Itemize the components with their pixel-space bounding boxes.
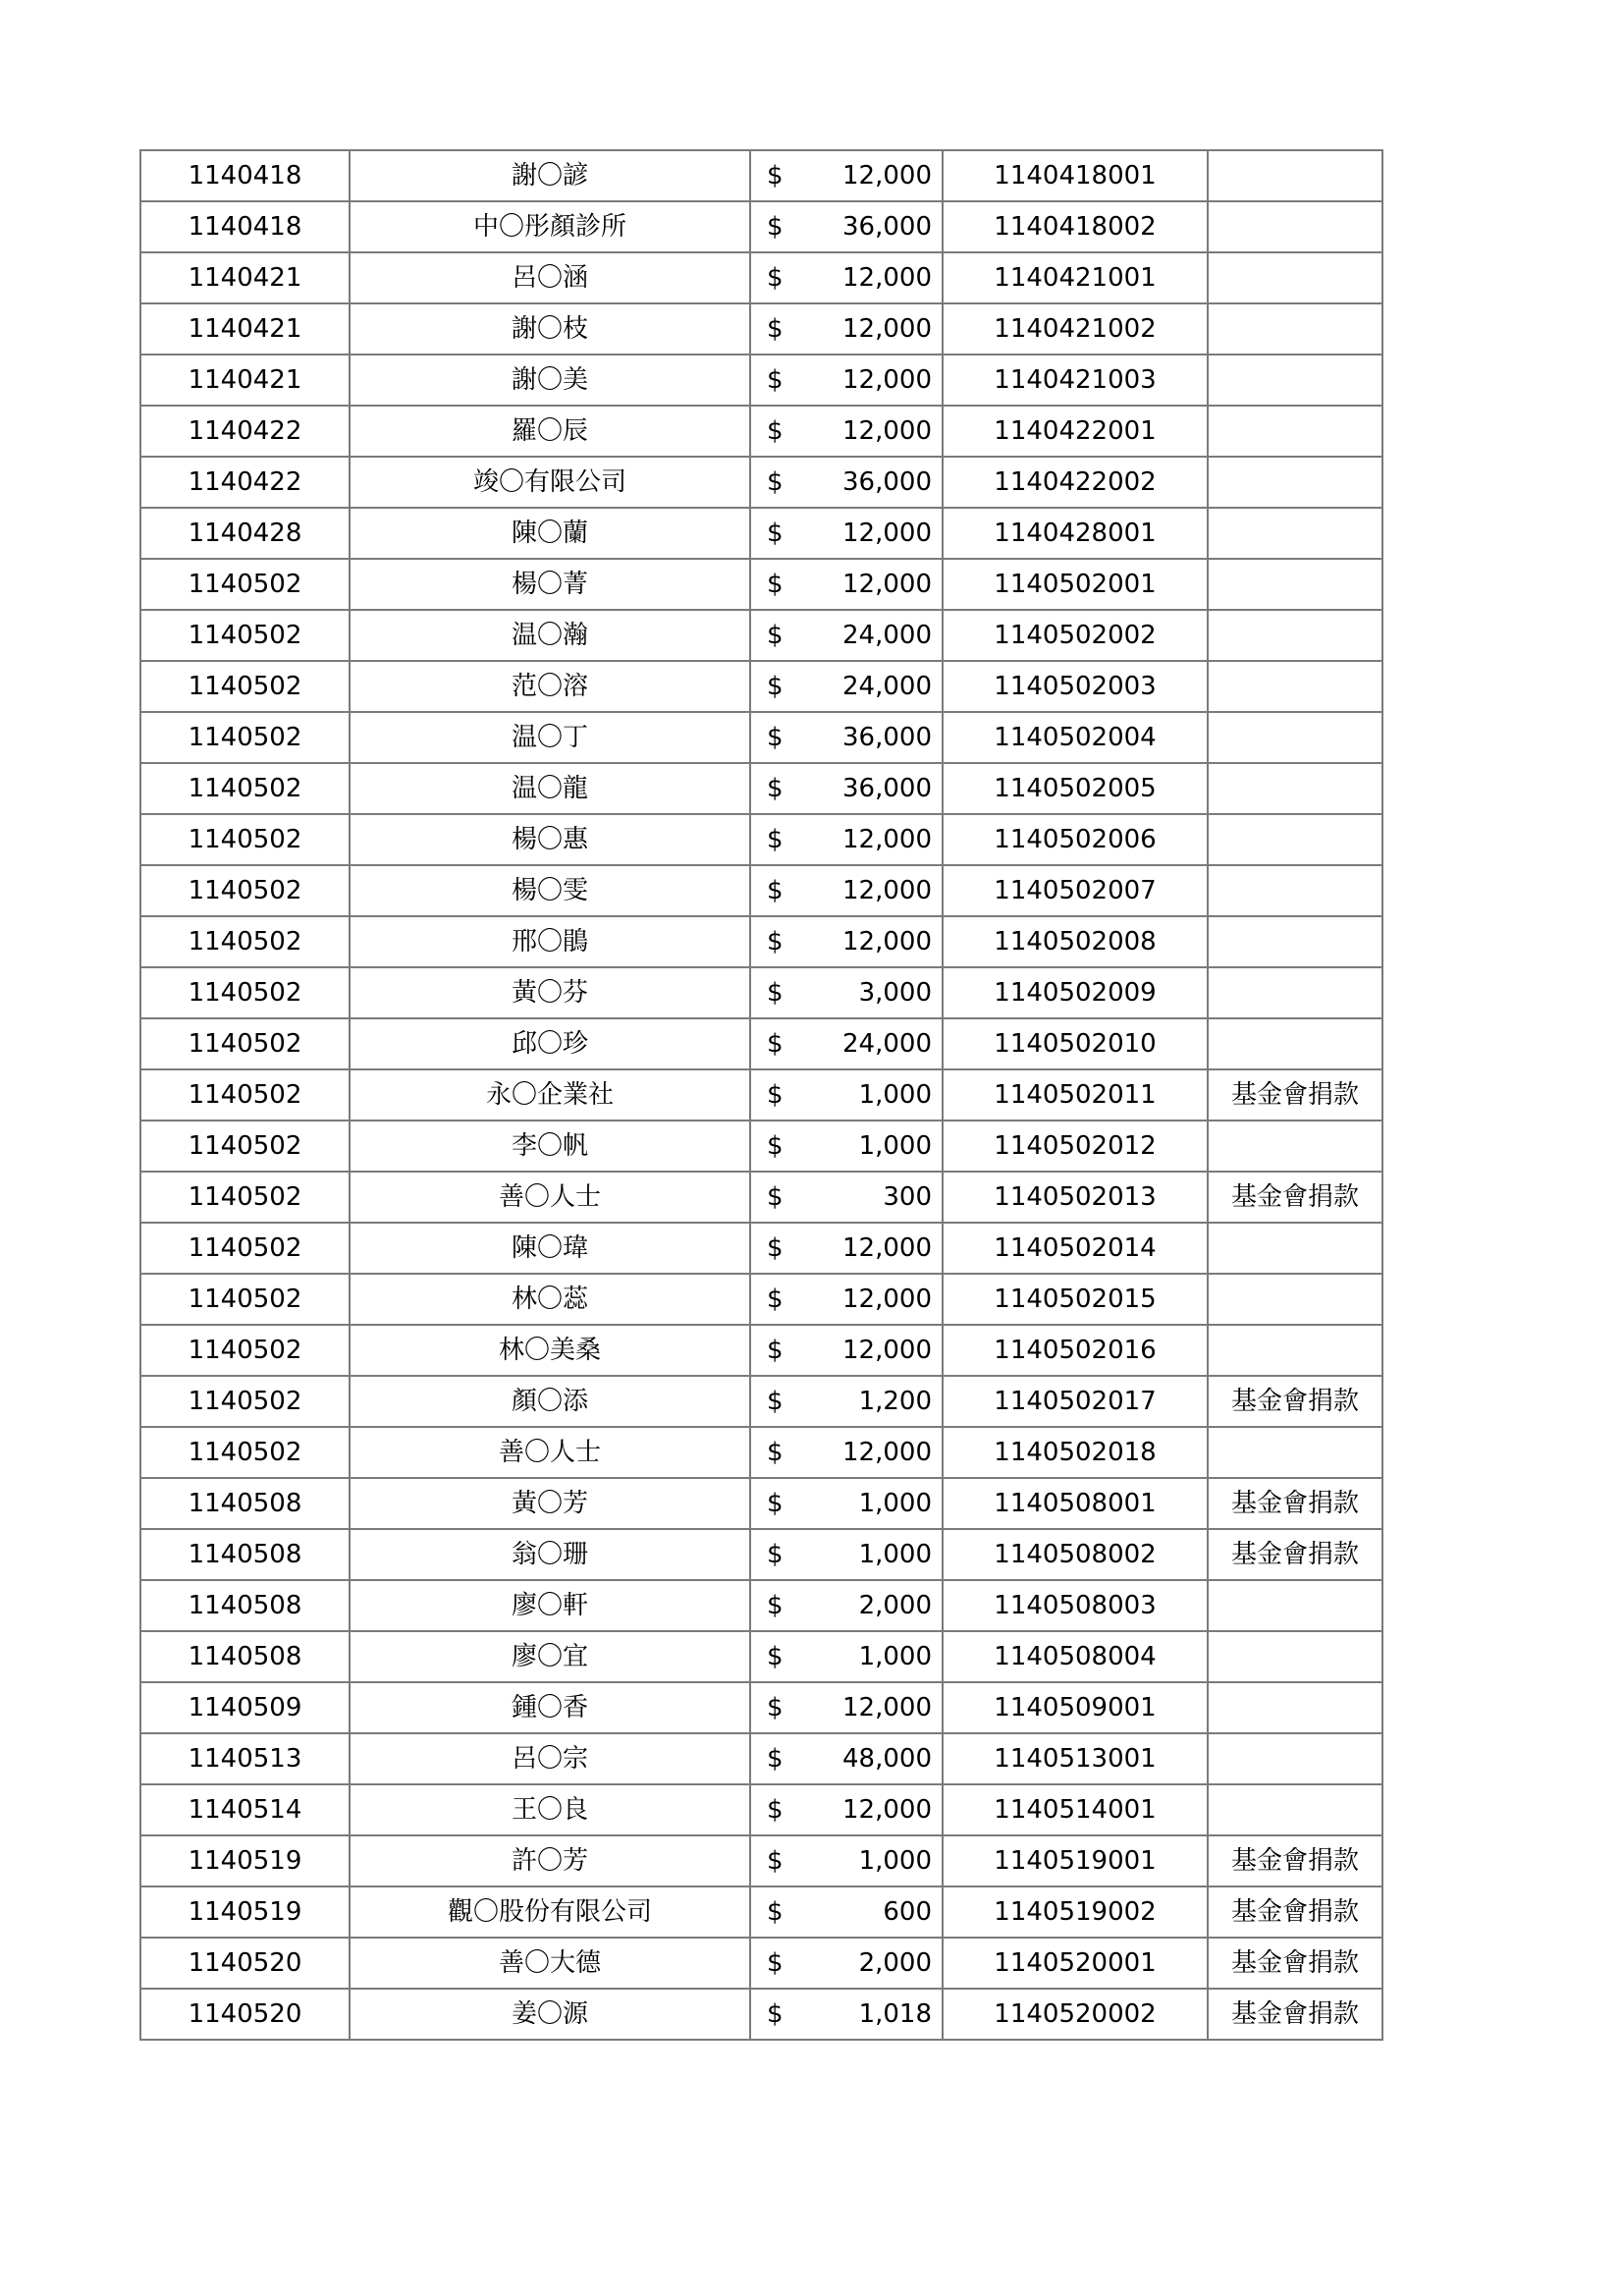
receipt-number-cell: 1140502010: [943, 1018, 1208, 1069]
currency-symbol: $: [767, 1948, 784, 1978]
receipt-number-cell: 1140502012: [943, 1121, 1208, 1172]
receipt-number-cell: 1140520001: [943, 1938, 1208, 1989]
date-cell: 1140502: [140, 967, 350, 1018]
donor-name-cell: 謝〇諺: [350, 150, 750, 201]
currency-symbol: $: [767, 876, 784, 905]
amount-cell: [750, 1427, 943, 1478]
date-cell: 1140508: [140, 1580, 350, 1631]
donation-table-body: [140, 150, 1382, 2040]
amount-value: 300: [883, 1182, 932, 1212]
note-cell: [1208, 1733, 1382, 1784]
amount-value: 1,000: [858, 1489, 932, 1518]
receipt-number-cell: 1140513001: [943, 1733, 1208, 1784]
receipt-number-cell: 1140502014: [943, 1223, 1208, 1274]
table-row: [140, 1325, 1382, 1376]
table-row: [140, 355, 1382, 406]
table-row: [140, 303, 1382, 355]
currency-symbol: $: [767, 1233, 784, 1263]
currency-symbol: $: [767, 1438, 784, 1467]
date-cell: 1140502: [140, 1018, 350, 1069]
donor-name-cell: 永〇企業社: [350, 1069, 750, 1121]
currency-symbol: $: [767, 978, 784, 1008]
amount-cell: [750, 661, 943, 712]
donor-name-cell: 翁〇珊: [350, 1529, 750, 1580]
amount-cell: [750, 1478, 943, 1529]
table-row: [140, 661, 1382, 712]
table-row: [140, 1478, 1382, 1529]
donor-name-cell: 邢〇鵑: [350, 916, 750, 967]
amount-value: 12,000: [842, 876, 932, 905]
note-cell: [1208, 252, 1382, 303]
receipt-number-cell: 1140508001: [943, 1478, 1208, 1529]
date-cell: 1140502: [140, 661, 350, 712]
currency-symbol: $: [767, 1897, 784, 1927]
receipt-number-cell: 1140508004: [943, 1631, 1208, 1682]
amount-cell: [750, 1886, 943, 1938]
note-cell: 基金會捐款: [1208, 1938, 1382, 1989]
table-row: [140, 1121, 1382, 1172]
receipt-number-cell: 1140502006: [943, 814, 1208, 865]
date-cell: 1140418: [140, 201, 350, 252]
currency-symbol: $: [767, 1999, 784, 2029]
donor-name-cell: 謝〇枝: [350, 303, 750, 355]
currency-symbol: $: [767, 1846, 784, 1876]
receipt-number-cell: 1140422001: [943, 406, 1208, 457]
amount-cell: [750, 1172, 943, 1223]
receipt-number-cell: 1140428001: [943, 508, 1208, 559]
receipt-number-cell: 1140502016: [943, 1325, 1208, 1376]
note-cell: 基金會捐款: [1208, 1172, 1382, 1223]
amount-value: 12,000: [842, 825, 932, 854]
table-row: [140, 406, 1382, 457]
table-row: [140, 1938, 1382, 1989]
receipt-number-cell: 1140421003: [943, 355, 1208, 406]
table-row: [140, 1223, 1382, 1274]
receipt-number-cell: 1140502001: [943, 559, 1208, 610]
amount-cell: [750, 967, 943, 1018]
date-cell: 1140418: [140, 150, 350, 201]
date-cell: 1140502: [140, 1376, 350, 1427]
receipt-number-cell: 1140502002: [943, 610, 1208, 661]
donor-name-cell: 温〇瀚: [350, 610, 750, 661]
receipt-number-cell: 1140418001: [943, 150, 1208, 201]
note-cell: [1208, 1784, 1382, 1835]
note-cell: 基金會捐款: [1208, 1886, 1382, 1938]
amount-cell: [750, 1835, 943, 1886]
note-cell: [1208, 201, 1382, 252]
table-row: [140, 252, 1382, 303]
date-cell: 1140502: [140, 559, 350, 610]
amount-value: 12,000: [842, 570, 932, 599]
note-cell: 基金會捐款: [1208, 1376, 1382, 1427]
amount-cell: [750, 814, 943, 865]
receipt-number-cell: 1140502003: [943, 661, 1208, 712]
currency-symbol: $: [767, 774, 784, 803]
amount-cell: [750, 1682, 943, 1733]
date-cell: 1140508: [140, 1529, 350, 1580]
receipt-number-cell: 1140502009: [943, 967, 1208, 1018]
date-cell: 1140513: [140, 1733, 350, 1784]
amount-value: 1,018: [858, 1999, 932, 2029]
donor-name-cell: 呂〇宗: [350, 1733, 750, 1784]
receipt-number-cell: 1140508002: [943, 1529, 1208, 1580]
note-cell: [1208, 1223, 1382, 1274]
table-row: [140, 865, 1382, 916]
note-cell: [1208, 661, 1382, 712]
table-row: [140, 610, 1382, 661]
receipt-number-cell: 1140508003: [943, 1580, 1208, 1631]
note-cell: [1208, 610, 1382, 661]
donor-name-cell: 竣〇有限公司: [350, 457, 750, 508]
currency-symbol: $: [767, 1642, 784, 1671]
table-row: [140, 712, 1382, 763]
date-cell: 1140519: [140, 1835, 350, 1886]
note-cell: [1208, 1682, 1382, 1733]
donor-name-cell: 許〇芳: [350, 1835, 750, 1886]
currency-symbol: $: [767, 1080, 784, 1110]
amount-cell: [750, 303, 943, 355]
amount-value: 12,000: [842, 161, 932, 191]
note-cell: [1208, 712, 1382, 763]
donation-table: [139, 149, 1383, 2041]
currency-symbol: $: [767, 1131, 784, 1161]
currency-symbol: $: [767, 570, 784, 599]
amount-cell: [750, 916, 943, 967]
receipt-number-cell: 1140514001: [943, 1784, 1208, 1835]
note-cell: [1208, 406, 1382, 457]
table-row: [140, 1989, 1382, 2040]
table-row: [140, 1069, 1382, 1121]
amount-value: 24,000: [842, 1029, 932, 1059]
amount-cell: [750, 457, 943, 508]
amount-value: 12,000: [842, 314, 932, 344]
receipt-number-cell: 1140421001: [943, 252, 1208, 303]
donor-name-cell: 羅〇辰: [350, 406, 750, 457]
amount-value: 24,000: [842, 672, 932, 701]
currency-symbol: $: [767, 314, 784, 344]
date-cell: 1140428: [140, 508, 350, 559]
donor-name-cell: 楊〇菁: [350, 559, 750, 610]
receipt-number-cell: 1140520002: [943, 1989, 1208, 2040]
donor-name-cell: 黃〇芬: [350, 967, 750, 1018]
currency-symbol: $: [767, 263, 784, 293]
currency-symbol: $: [767, 1795, 784, 1825]
date-cell: 1140502: [140, 1325, 350, 1376]
table-row: [140, 201, 1382, 252]
date-cell: 1140422: [140, 406, 350, 457]
amount-cell: [750, 1580, 943, 1631]
amount-value: 36,000: [842, 467, 932, 497]
table-row: [140, 1631, 1382, 1682]
amount-cell: [750, 252, 943, 303]
donor-name-cell: 李〇帆: [350, 1121, 750, 1172]
table-row: [140, 1427, 1382, 1478]
amount-value: 1,000: [858, 1080, 932, 1110]
receipt-number-cell: 1140509001: [943, 1682, 1208, 1733]
currency-symbol: $: [767, 467, 784, 497]
note-cell: 基金會捐款: [1208, 1529, 1382, 1580]
table-row: [140, 1529, 1382, 1580]
table-row: [140, 1835, 1382, 1886]
amount-value: 12,000: [842, 1795, 932, 1825]
note-cell: [1208, 865, 1382, 916]
amount-cell: [750, 508, 943, 559]
amount-value: 12,000: [842, 1693, 932, 1722]
amount-value: 24,000: [842, 621, 932, 650]
note-cell: [1208, 1631, 1382, 1682]
amount-cell: [750, 865, 943, 916]
receipt-number-cell: 1140502005: [943, 763, 1208, 814]
amount-value: 12,000: [842, 263, 932, 293]
donor-name-cell: 姜〇源: [350, 1989, 750, 2040]
amount-value: 12,000: [842, 1336, 932, 1365]
note-cell: [1208, 1274, 1382, 1325]
currency-symbol: $: [767, 519, 784, 548]
note-cell: 基金會捐款: [1208, 1478, 1382, 1529]
date-cell: 1140502: [140, 1274, 350, 1325]
donor-name-cell: 觀〇股份有限公司: [350, 1886, 750, 1938]
currency-symbol: $: [767, 621, 784, 650]
currency-symbol: $: [767, 161, 784, 191]
table-row: [140, 1580, 1382, 1631]
table-row: [140, 1018, 1382, 1069]
note-cell: [1208, 1580, 1382, 1631]
note-cell: 基金會捐款: [1208, 1835, 1382, 1886]
note-cell: [1208, 763, 1382, 814]
date-cell: 1140502: [140, 865, 350, 916]
date-cell: 1140502: [140, 1223, 350, 1274]
donor-name-cell: 善〇人士: [350, 1427, 750, 1478]
amount-value: 12,000: [842, 1285, 932, 1314]
date-cell: 1140502: [140, 1427, 350, 1478]
receipt-number-cell: 1140502015: [943, 1274, 1208, 1325]
table-row: [140, 457, 1382, 508]
date-cell: 1140502: [140, 1121, 350, 1172]
receipt-number-cell: 1140418002: [943, 201, 1208, 252]
amount-cell: [750, 406, 943, 457]
note-cell: [1208, 1018, 1382, 1069]
currency-symbol: $: [767, 1285, 784, 1314]
currency-symbol: $: [767, 1029, 784, 1059]
donor-name-cell: 林〇美桑: [350, 1325, 750, 1376]
date-cell: 1140514: [140, 1784, 350, 1835]
donor-name-cell: 温〇丁: [350, 712, 750, 763]
note-cell: 基金會捐款: [1208, 1069, 1382, 1121]
date-cell: 1140502: [140, 1172, 350, 1223]
note-cell: [1208, 355, 1382, 406]
table-row: [140, 1376, 1382, 1427]
amount-cell: [750, 559, 943, 610]
donor-name-cell: 楊〇惠: [350, 814, 750, 865]
note-cell: [1208, 303, 1382, 355]
note-cell: [1208, 1121, 1382, 1172]
currency-symbol: $: [767, 927, 784, 957]
amount-value: 1,000: [858, 1642, 932, 1671]
note-cell: [1208, 457, 1382, 508]
receipt-number-cell: 1140502008: [943, 916, 1208, 967]
date-cell: 1140422: [140, 457, 350, 508]
currency-symbol: $: [767, 1336, 784, 1365]
date-cell: 1140509: [140, 1682, 350, 1733]
table-row: [140, 150, 1382, 201]
date-cell: 1140502: [140, 814, 350, 865]
amount-cell: [750, 1784, 943, 1835]
donor-name-cell: 温〇龍: [350, 763, 750, 814]
receipt-number-cell: 1140502007: [943, 865, 1208, 916]
donor-name-cell: 邱〇珍: [350, 1018, 750, 1069]
donor-name-cell: 善〇大德: [350, 1938, 750, 1989]
note-cell: [1208, 559, 1382, 610]
table-row: [140, 508, 1382, 559]
receipt-number-cell: 1140519001: [943, 1835, 1208, 1886]
donor-name-cell: 范〇溶: [350, 661, 750, 712]
amount-cell: [750, 763, 943, 814]
date-cell: 1140502: [140, 1069, 350, 1121]
table-row: [140, 1274, 1382, 1325]
donor-name-cell: 楊〇雯: [350, 865, 750, 916]
donor-name-cell: 中〇彤顏診所: [350, 201, 750, 252]
donor-name-cell: 林〇蕊: [350, 1274, 750, 1325]
receipt-number-cell: 1140502018: [943, 1427, 1208, 1478]
date-cell: 1140508: [140, 1478, 350, 1529]
amount-cell: [750, 1376, 943, 1427]
note-cell: 基金會捐款: [1208, 1989, 1382, 2040]
receipt-number-cell: 1140502004: [943, 712, 1208, 763]
receipt-number-cell: 1140421002: [943, 303, 1208, 355]
amount-cell: [750, 1223, 943, 1274]
receipt-number-cell: 1140502017: [943, 1376, 1208, 1427]
table-row: [140, 1886, 1382, 1938]
table-row: [140, 763, 1382, 814]
note-cell: [1208, 814, 1382, 865]
donor-name-cell: 黃〇芳: [350, 1478, 750, 1529]
amount-cell: [750, 1325, 943, 1376]
amount-cell: [750, 1631, 943, 1682]
amount-value: 2,000: [858, 1948, 932, 1978]
currency-symbol: $: [767, 212, 784, 242]
amount-value: 600: [883, 1897, 932, 1927]
donor-name-cell: 呂〇涵: [350, 252, 750, 303]
currency-symbol: $: [767, 416, 784, 446]
note-cell: [1208, 916, 1382, 967]
amount-cell: [750, 1529, 943, 1580]
amount-cell: [750, 610, 943, 661]
donor-name-cell: 陳〇瑋: [350, 1223, 750, 1274]
currency-symbol: $: [767, 1693, 784, 1722]
amount-cell: [750, 201, 943, 252]
date-cell: 1140502: [140, 763, 350, 814]
amount-value: 12,000: [842, 365, 932, 395]
note-cell: [1208, 967, 1382, 1018]
currency-symbol: $: [767, 723, 784, 752]
currency-symbol: $: [767, 1182, 784, 1212]
table-row: [140, 1172, 1382, 1223]
date-cell: 1140502: [140, 916, 350, 967]
donor-name-cell: 顏〇添: [350, 1376, 750, 1427]
date-cell: 1140520: [140, 1938, 350, 1989]
amount-value: 3,000: [858, 978, 932, 1008]
donor-name-cell: 王〇良: [350, 1784, 750, 1835]
receipt-number-cell: 1140519002: [943, 1886, 1208, 1938]
amount-value: 1,000: [858, 1131, 932, 1161]
amount-value: 36,000: [842, 774, 932, 803]
currency-symbol: $: [767, 1591, 784, 1620]
amount-value: 1,000: [858, 1540, 932, 1569]
donor-name-cell: 廖〇宜: [350, 1631, 750, 1682]
currency-symbol: $: [767, 825, 784, 854]
currency-symbol: $: [767, 1387, 784, 1416]
table-row: [140, 559, 1382, 610]
date-cell: 1140520: [140, 1989, 350, 2040]
receipt-number-cell: 1140502011: [943, 1069, 1208, 1121]
amount-value: 12,000: [842, 1438, 932, 1467]
note-cell: [1208, 508, 1382, 559]
amount-value: 36,000: [842, 212, 932, 242]
amount-value: 2,000: [858, 1591, 932, 1620]
amount-cell: [750, 1274, 943, 1325]
amount-cell: [750, 355, 943, 406]
table-row: [140, 1784, 1382, 1835]
currency-symbol: $: [767, 365, 784, 395]
amount-cell: [750, 1733, 943, 1784]
amount-value: 1,200: [858, 1387, 932, 1416]
donor-name-cell: 鍾〇香: [350, 1682, 750, 1733]
table-row: [140, 916, 1382, 967]
amount-value: 12,000: [842, 1233, 932, 1263]
amount-value: 48,000: [842, 1744, 932, 1774]
donor-name-cell: 善〇人士: [350, 1172, 750, 1223]
date-cell: 1140502: [140, 712, 350, 763]
note-cell: [1208, 1325, 1382, 1376]
amount-value: 12,000: [842, 927, 932, 957]
date-cell: 1140421: [140, 303, 350, 355]
amount-cell: [750, 1938, 943, 1989]
amount-value: 36,000: [842, 723, 932, 752]
donor-name-cell: 陳〇蘭: [350, 508, 750, 559]
table-row: [140, 1733, 1382, 1784]
date-cell: 1140421: [140, 355, 350, 406]
amount-cell: [750, 1018, 943, 1069]
amount-value: 12,000: [842, 416, 932, 446]
receipt-number-cell: 1140502013: [943, 1172, 1208, 1223]
table-row: [140, 814, 1382, 865]
currency-symbol: $: [767, 672, 784, 701]
currency-symbol: $: [767, 1540, 784, 1569]
date-cell: 1140519: [140, 1886, 350, 1938]
date-cell: 1140508: [140, 1631, 350, 1682]
amount-cell: [750, 712, 943, 763]
date-cell: 1140502: [140, 610, 350, 661]
note-cell: [1208, 1427, 1382, 1478]
amount-cell: [750, 1069, 943, 1121]
amount-cell: [750, 1121, 943, 1172]
date-cell: 1140421: [140, 252, 350, 303]
currency-symbol: $: [767, 1489, 784, 1518]
note-cell: [1208, 150, 1382, 201]
amount-cell: [750, 150, 943, 201]
currency-symbol: $: [767, 1744, 784, 1774]
amount-value: 12,000: [842, 519, 932, 548]
table-row: [140, 1682, 1382, 1733]
donor-name-cell: 廖〇軒: [350, 1580, 750, 1631]
donor-name-cell: 謝〇美: [350, 355, 750, 406]
amount-cell: [750, 1989, 943, 2040]
receipt-number-cell: 1140422002: [943, 457, 1208, 508]
amount-value: 1,000: [858, 1846, 932, 1876]
table-row: [140, 967, 1382, 1018]
